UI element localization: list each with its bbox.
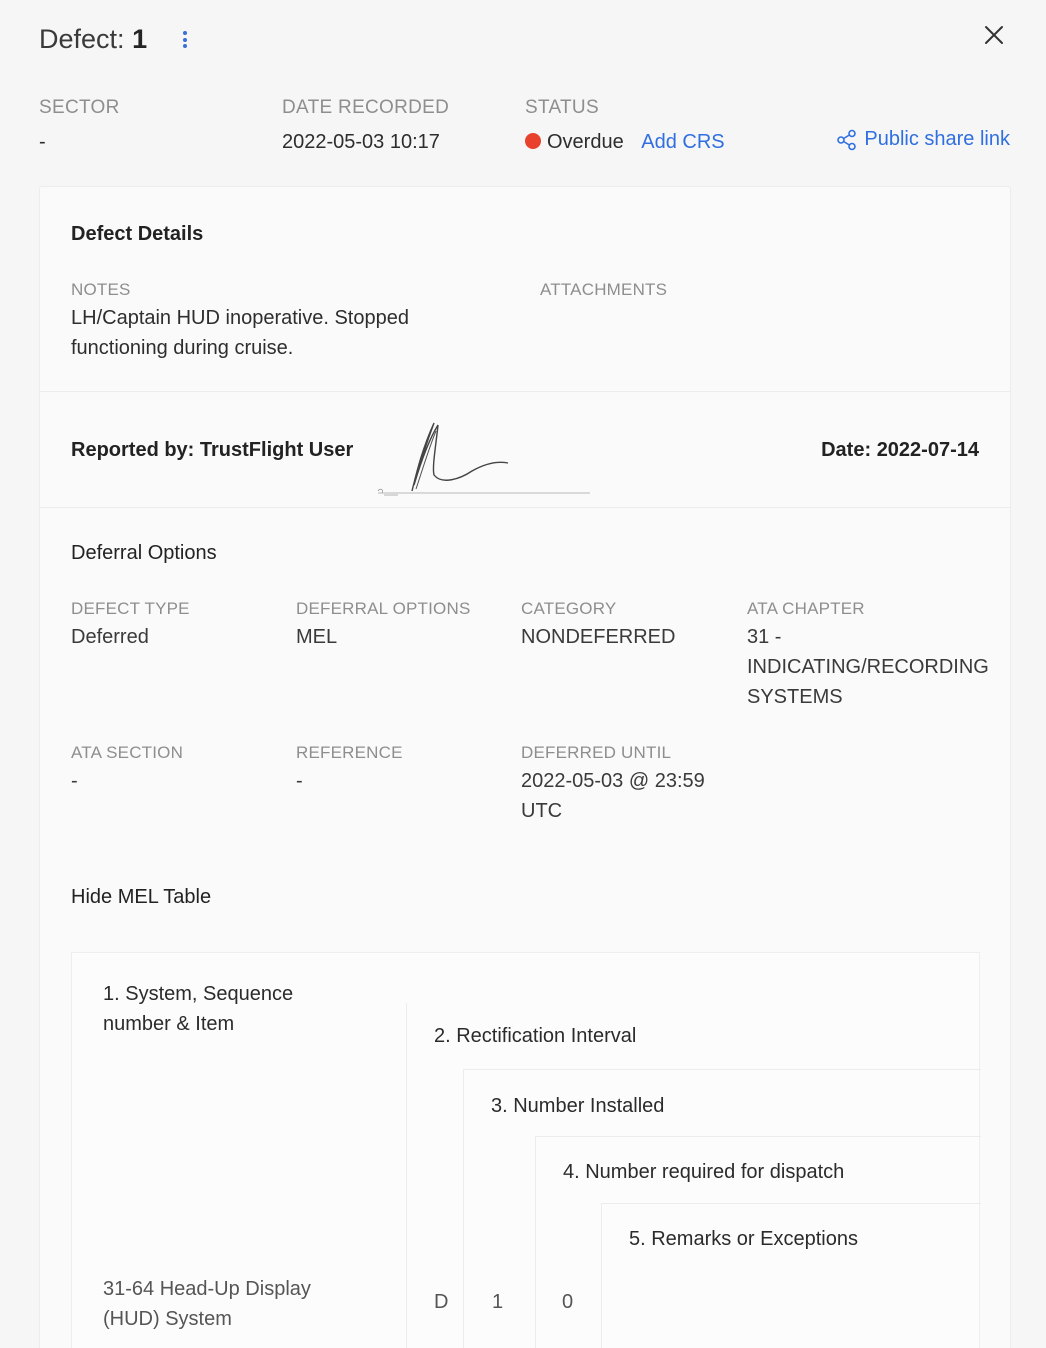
title-prefix: Defect: <box>39 24 125 54</box>
reference-label: REFERENCE <box>296 743 403 762</box>
defect-type-value: Deferred <box>71 626 149 648</box>
more-options-icon[interactable] <box>179 30 191 54</box>
sector-label: SECTOR <box>39 97 120 118</box>
mel-col-remarks: 5. Remarks or Exceptions <box>629 1228 858 1250</box>
share-link-text: Public share link <box>864 128 1010 150</box>
ata-chapter-label: ATA CHAPTER <box>747 599 865 618</box>
sector-value: - <box>39 131 46 153</box>
reported-by <box>71 439 353 462</box>
reported-date <box>821 439 979 462</box>
deferred-until-value: 2022-05-03 @ 23:59 UTC <box>521 770 705 822</box>
table-divider <box>601 1203 981 1204</box>
mel-row-item: 31-64 Head-Up Display (HUD) System <box>103 1278 311 1330</box>
reported-date-label: Date: <box>821 439 872 461</box>
date-recorded-label: DATE RECORDED <box>282 97 450 118</box>
signature-image <box>376 415 596 499</box>
date-recorded-value: 2022-05-03 10:17 <box>282 131 440 153</box>
divider <box>40 507 1010 508</box>
attachments-label: ATTACHMENTS <box>540 280 668 299</box>
share-icon <box>836 129 858 151</box>
reported-by-value: TrustFlight User <box>199 439 354 461</box>
close-icon[interactable] <box>983 24 1005 46</box>
reference-value: - <box>296 770 303 792</box>
table-divider <box>463 1069 981 1070</box>
defect-type-label: DEFECT TYPE <box>71 599 190 618</box>
public-share-link[interactable] <box>836 128 1010 151</box>
add-crs-link[interactable]: Add CRS <box>641 131 725 153</box>
mel-row-installed: 1 <box>492 1291 504 1313</box>
table-divider <box>535 1136 536 1348</box>
status-text: Overdue <box>547 131 624 153</box>
mel-row-required: 0 <box>562 1291 574 1313</box>
deferral-options-label: DEFERRAL OPTIONS <box>296 599 471 618</box>
mel-table <box>71 952 980 1348</box>
mel-col-system: 1. System, Sequence number & Item <box>103 983 294 1035</box>
status-value <box>525 131 725 154</box>
reported-by-label: Reported by: <box>71 439 195 461</box>
notes-label: NOTES <box>71 280 131 299</box>
notes-value: LH/Captain HUD inoperative. Stopped functioning during cruise. <box>71 307 409 359</box>
table-divider <box>601 1203 602 1348</box>
defect-details-title: Defect Details <box>71 223 204 245</box>
deferral-options-value: MEL <box>296 626 338 648</box>
panel-header <box>39 22 1019 62</box>
status-dot <box>525 133 541 149</box>
mel-col-number-installed: 3. Number Installed <box>491 1095 665 1117</box>
hide-mel-table-link[interactable]: Hide MEL Table <box>71 886 212 908</box>
ata-section-label: ATA SECTION <box>71 743 184 762</box>
ata-section-value: - <box>71 770 78 792</box>
deferral-options-title: Deferral Options <box>71 542 217 564</box>
category-label: CATEGORY <box>521 599 617 618</box>
mel-col-number-required: 4. Number required for dispatch <box>563 1161 845 1183</box>
deferred-until-label: DEFERRED UNTIL <box>521 743 672 762</box>
divider <box>40 391 1010 392</box>
ata-chapter-value: 31 - INDICATING/RECORDING SYSTEMS <box>747 626 989 708</box>
defect-number: 1 <box>132 24 148 54</box>
category-value: NONDEFERRED <box>521 626 676 648</box>
table-divider <box>535 1136 981 1137</box>
reported-date-value: 2022-07-14 <box>876 439 979 461</box>
page-title <box>39 24 147 55</box>
mel-col-rectification-interval: 2. Rectification Interval <box>434 1025 637 1047</box>
mel-row-interval: D <box>434 1291 449 1313</box>
status-label: STATUS <box>525 97 599 118</box>
table-divider <box>463 1069 464 1348</box>
defect-card <box>39 186 1011 1348</box>
table-divider <box>406 1003 407 1348</box>
